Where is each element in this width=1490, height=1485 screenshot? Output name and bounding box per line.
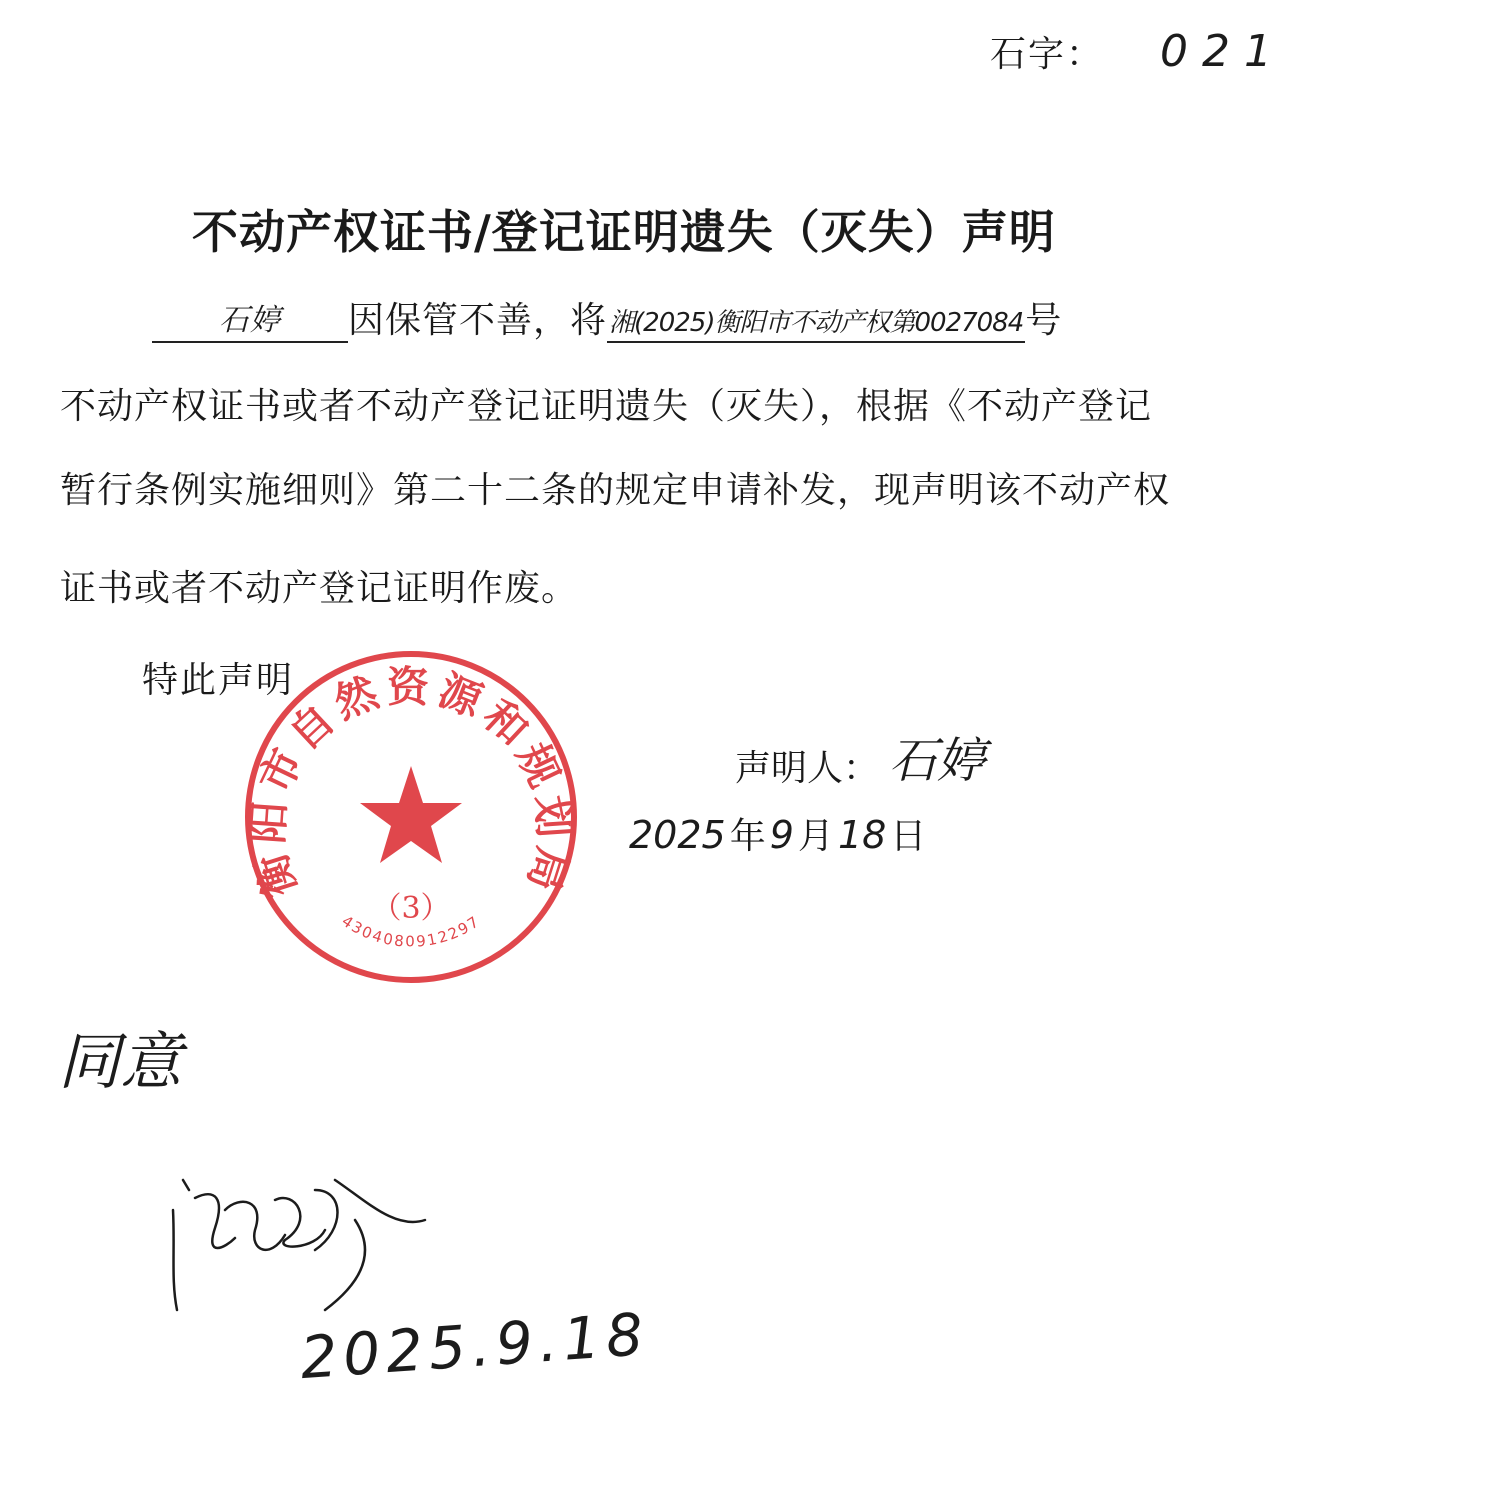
closing-text: 特此声明 bbox=[142, 660, 295, 701]
approval-text: 同意 bbox=[58, 1025, 183, 1098]
seal-code: 4304080912297 bbox=[338, 911, 484, 951]
declarant-signature: 石婷 bbox=[889, 733, 986, 789]
approver-signature bbox=[165, 1170, 435, 1320]
approval-date: 2025.9.18 bbox=[298, 1299, 652, 1393]
body-line-2: 不动产权证书或者不动产登记证明遗失（灭失），根据《不动产登记 bbox=[60, 386, 1153, 427]
date-month-unit: 月 bbox=[797, 816, 834, 857]
star-icon bbox=[360, 766, 462, 863]
body-line-3: 暂行条例实施细则》第二十二条的规定申请补发，现声明该不动产权 bbox=[60, 470, 1171, 511]
date-day-unit: 日 bbox=[890, 816, 927, 857]
official-seal bbox=[242, 648, 580, 986]
declarant bbox=[735, 722, 985, 791]
date-year-unit: 年 bbox=[729, 816, 766, 857]
seal-org-text: 衡阳市自然资源和规划局 bbox=[242, 662, 580, 903]
body-text-2: 号 bbox=[1025, 300, 1063, 341]
declaration-date bbox=[625, 808, 926, 859]
declarant-label: 声明人： bbox=[735, 748, 880, 789]
body-text-1: 因保管不善，将 bbox=[348, 300, 608, 341]
document-title: 不动产权证书/登记证明遗失（灭失）声明 bbox=[192, 205, 1056, 259]
seal-number: （3） bbox=[371, 891, 451, 926]
body-line-1 bbox=[152, 292, 1062, 343]
date-year: 2025 bbox=[629, 813, 726, 857]
date-month: 9 bbox=[769, 813, 794, 857]
owner-name-field: 石婷 bbox=[152, 295, 348, 343]
document-number-label: 石字： bbox=[990, 34, 1105, 75]
document-number bbox=[990, 26, 1286, 77]
body-line-4: 证书或者不动产登记证明作废。 bbox=[60, 568, 579, 609]
date-day: 18 bbox=[837, 813, 887, 857]
certificate-number-field: 湘(2025)衡阳市不动产权第0027084 bbox=[607, 302, 1025, 343]
document-number-value: 021 bbox=[1160, 26, 1286, 77]
